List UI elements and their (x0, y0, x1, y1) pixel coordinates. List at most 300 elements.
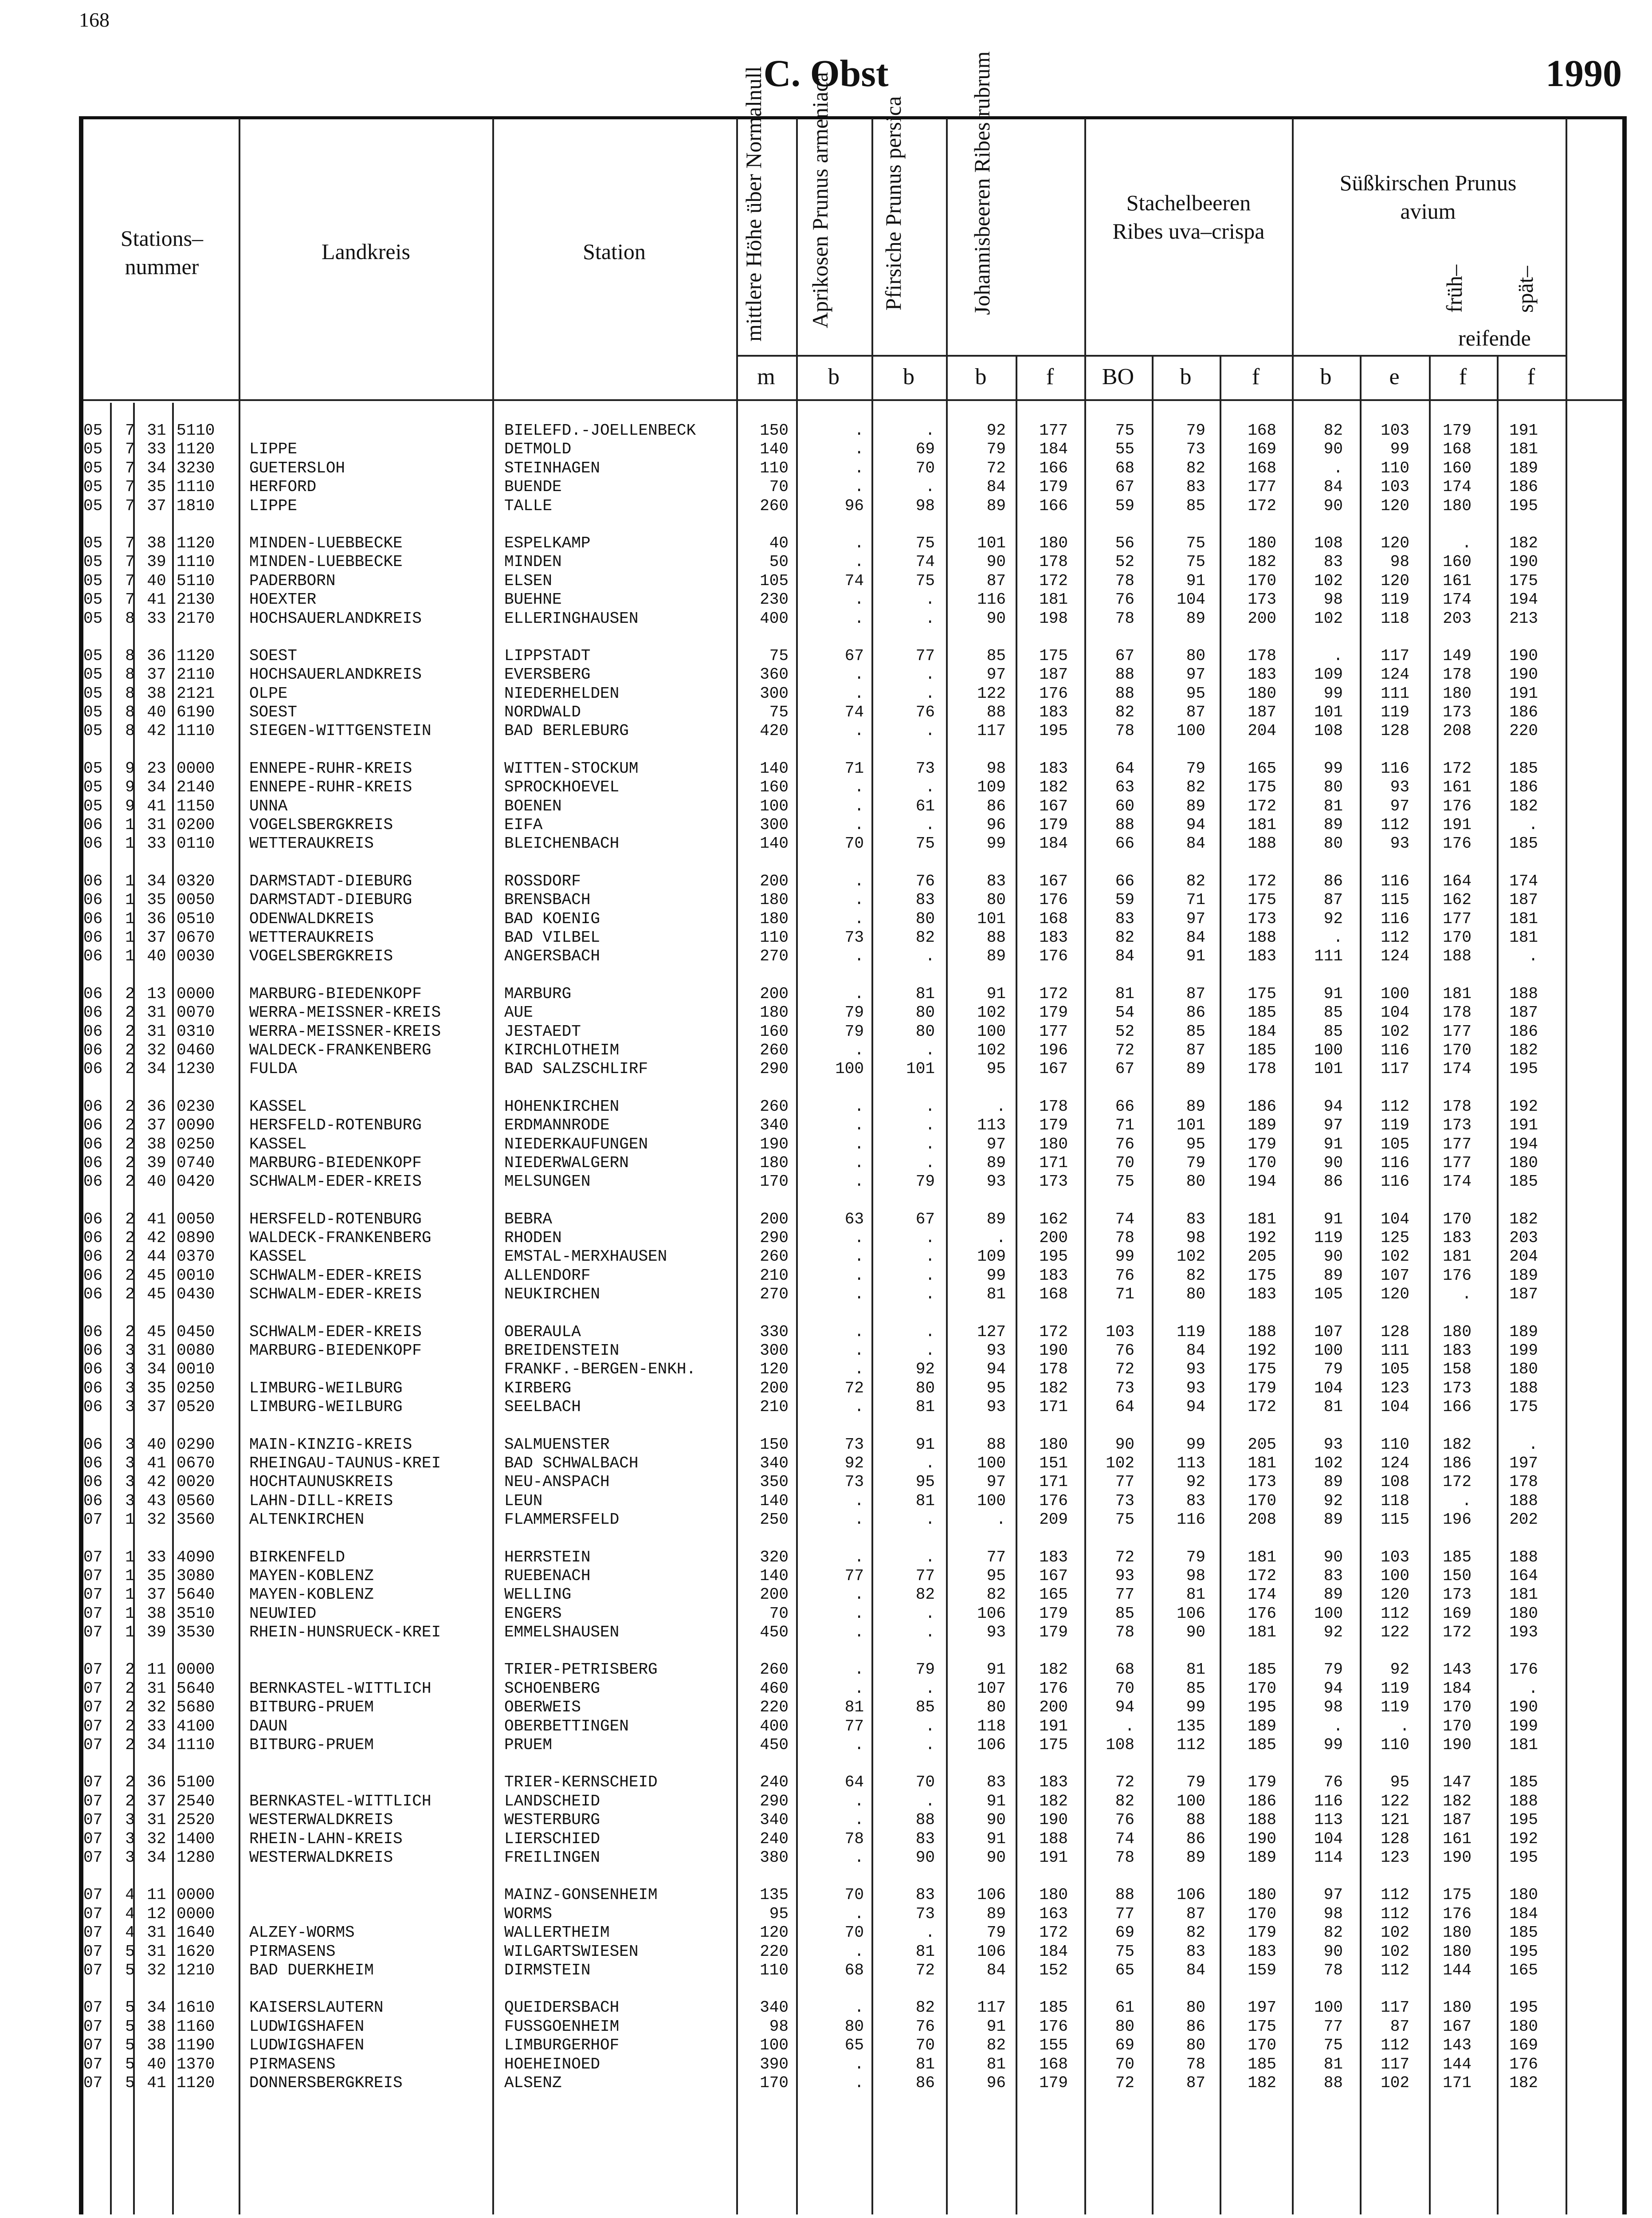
cell-suesskirschen-b: 109 (1314, 665, 1343, 684)
cell-stachelbeeren-b: 79 (1186, 1153, 1205, 1172)
subheader-b: b (1180, 364, 1192, 389)
cell-suesskirschen-b: 89 (1323, 1473, 1343, 1491)
cell-bezirk: 3 (125, 1398, 135, 1416)
cell-stachelbeeren-b: 88 (1186, 1811, 1205, 1829)
cell-landkreis: MAIN-KINZIG-KREIS (249, 1435, 412, 1454)
cell-bezirk: 4 (125, 1886, 135, 1904)
cell-kreis: 42 (147, 1473, 166, 1491)
cell-nummer: 0310 (177, 1022, 215, 1041)
cell-landkreis: HOCHSAUERLANDKREIS (249, 665, 422, 684)
cell-suesskirschen-spaet-f: 180 (1509, 1360, 1538, 1379)
cell-stachelbeeren-f: 181 (1248, 816, 1276, 834)
cell-aprikosen-b: . (854, 478, 864, 496)
cell-landkreis: MINDEN-LUEBBECKE (249, 534, 403, 552)
cell-aprikosen-b: . (854, 1585, 864, 1604)
cell-stachelbeeren-b: 91 (1186, 571, 1205, 590)
table-row (83, 1379, 1547, 1398)
cell-johannisbeeren-f: 190 (1039, 1341, 1068, 1360)
cell-pfirsiche-b: 90 (915, 1848, 935, 1867)
row-group (83, 647, 1547, 741)
cell-hoehe: 400 (760, 609, 789, 628)
cell-hoehe: 340 (760, 1454, 789, 1472)
cell-suesskirschen-spaet-f: 187 (1509, 1003, 1538, 1022)
cell-pfirsiche-b: . (925, 1341, 935, 1360)
cell-bezirk: 3 (125, 1360, 135, 1379)
cell-station: BAD SALZSCHLIRF (504, 1060, 648, 1078)
cell-johannisbeeren-f: 151 (1039, 1454, 1068, 1472)
cell-pfirsiche-b: 75 (915, 534, 935, 552)
cell-suesskirschen-e: 121 (1381, 1811, 1409, 1829)
cell-suesskirschen-b: 80 (1323, 834, 1343, 853)
cell-suesskirschen-e: 99 (1390, 440, 1409, 459)
cell-landkreis: HERSFELD-ROTENBURG (249, 1210, 422, 1228)
cell-johannisbeeren-f: 179 (1039, 478, 1068, 496)
cell-bezirk: 7 (125, 571, 135, 590)
cell-suesskirschen-e: 92 (1390, 1660, 1409, 1679)
cell-suesskirschen-frueh-f: 176 (1443, 797, 1471, 815)
cell-pfirsiche-b: 80 (915, 909, 935, 928)
cell-suesskirschen-spaet-f: 181 (1509, 1585, 1538, 1604)
cell-pfirsiche-b: 73 (915, 1904, 935, 1923)
cell-suesskirschen-frueh-f: 160 (1443, 459, 1471, 477)
cell-suesskirschen-frueh-f: 176 (1443, 834, 1471, 853)
cell-suesskirschen-e: 110 (1381, 459, 1409, 477)
cell-stachelbeeren-f: 183 (1248, 1942, 1276, 1961)
table-row (83, 1811, 1547, 1829)
cell-nummer: 1230 (177, 1060, 215, 1078)
cell-johannisbeeren-f: 184 (1039, 1942, 1068, 1961)
cell-station: ELLERINGHAUSEN (504, 609, 639, 628)
cell-johannisbeeren-b: 88 (986, 703, 1006, 722)
cell-nummer: 1120 (177, 534, 215, 552)
cell-suesskirschen-frueh-f: 185 (1443, 1548, 1471, 1566)
cell-johannisbeeren-b: 90 (986, 553, 1006, 571)
cell-station: FUSSGOENHEIM (504, 2017, 620, 2036)
cell-stachelbeeren-f: 173 (1248, 909, 1276, 928)
cell-land: 05 (83, 590, 103, 609)
cell-nummer: 0000 (177, 759, 215, 778)
cell-suesskirschen-e: 118 (1381, 609, 1409, 628)
cell-suesskirschen-frueh-f: 172 (1443, 1473, 1471, 1491)
table-row (83, 1660, 1547, 1679)
cell-station: ELSEN (504, 571, 553, 590)
cell-stachelbeeren-b: 85 (1186, 496, 1205, 515)
cell-hoehe: 290 (760, 1792, 789, 1810)
cell-station: NIEDERWALGERN (504, 1153, 629, 1172)
cell-suesskirschen-b: 75 (1323, 2036, 1343, 2055)
cell-stachelbeeren-bo: 63 (1115, 778, 1134, 797)
cell-suesskirschen-spaet-f: 188 (1509, 1792, 1538, 1810)
cell-bezirk: 2 (125, 1285, 135, 1304)
cell-nummer: 1110 (177, 553, 215, 571)
cell-suesskirschen-e: 117 (1381, 1998, 1409, 2017)
cell-landkreis: BERNKASTEL-WITTLICH (249, 1679, 432, 1698)
cell-aprikosen-b: . (854, 909, 864, 928)
cell-johannisbeeren-b: 93 (986, 1623, 1006, 1642)
cell-johannisbeeren-f: 182 (1039, 1792, 1068, 1810)
cell-suesskirschen-b: 98 (1323, 590, 1343, 609)
cell-stachelbeeren-bo: 81 (1115, 984, 1134, 1003)
cell-nummer: 0030 (177, 947, 215, 966)
cell-suesskirschen-e: 116 (1381, 759, 1409, 778)
cell-stachelbeeren-f: 175 (1248, 778, 1276, 797)
table-row (83, 1154, 1547, 1172)
cell-johannisbeeren-f: 183 (1039, 1548, 1068, 1566)
cell-suesskirschen-b: 107 (1314, 1322, 1343, 1341)
cell-suesskirschen-spaet-f: 193 (1509, 1623, 1538, 1642)
cell-bezirk: 2 (125, 984, 135, 1003)
cell-suesskirschen-frueh-f: 180 (1443, 1923, 1471, 1942)
cell-station: LIMBURGERHOF (504, 2036, 620, 2055)
cell-suesskirschen-b: 111 (1314, 947, 1343, 966)
table-row (83, 834, 1547, 853)
cell-suesskirschen-frueh-f: 178 (1443, 1097, 1471, 1116)
table-row (83, 1435, 1547, 1454)
cell-land: 06 (83, 1473, 103, 1491)
cell-pfirsiche-b: . (925, 1266, 935, 1285)
cell-landkreis: MAYEN-KOBLENZ (249, 1585, 374, 1604)
cell-johannisbeeren-b: 88 (986, 928, 1006, 947)
table-row (83, 590, 1547, 609)
table-row (83, 1605, 1547, 1623)
cell-kreis: 12 (147, 1904, 166, 1923)
header-suesskirschen: Süßkirschen Prunus avium (1339, 170, 1517, 224)
cell-stachelbeeren-b: 99 (1186, 1698, 1205, 1717)
cell-stachelbeeren-bo: 77 (1115, 1904, 1134, 1923)
cell-kreis: 11 (147, 1660, 166, 1679)
cell-johannisbeeren-f: 200 (1039, 1698, 1068, 1717)
cell-johannisbeeren-b: 93 (986, 1398, 1006, 1416)
cell-johannisbeeren-b: 102 (977, 1003, 1006, 1022)
cell-land: 07 (83, 2073, 103, 2092)
cell-aprikosen-b: . (854, 1623, 864, 1642)
cell-nummer: 0890 (177, 1229, 215, 1247)
cell-aprikosen-b: . (854, 1247, 864, 1266)
cell-land: 06 (83, 1003, 103, 1022)
cell-pfirsiche-b: . (925, 1679, 935, 1698)
cell-station: BAD VILBEL (504, 928, 600, 947)
cell-hoehe: 200 (760, 1210, 789, 1228)
cell-kreis: 36 (147, 1773, 166, 1792)
cell-aprikosen-b: 77 (844, 1566, 864, 1585)
row-group (83, 421, 1547, 515)
cell-suesskirschen-b: 101 (1314, 1060, 1343, 1078)
cell-johannisbeeren-f: 167 (1039, 1060, 1068, 1078)
cell-bezirk: 5 (125, 2036, 135, 2055)
cell-hoehe: 220 (760, 1698, 789, 1717)
cell-hoehe: 260 (760, 1041, 789, 1059)
cell-landkreis: DONNERSBERGKREIS (249, 2073, 403, 2092)
cell-hoehe: 330 (760, 1322, 789, 1341)
cell-landkreis: WETTERAUKREIS (249, 928, 374, 947)
table-row (83, 1679, 1547, 1698)
cell-stachelbeeren-b: 106 (1177, 1604, 1205, 1623)
cell-stachelbeeren-f: 180 (1248, 534, 1276, 552)
cell-suesskirschen-frueh-f: . (1462, 1285, 1471, 1304)
cell-johannisbeeren-f: 179 (1039, 1604, 1068, 1623)
cell-suesskirschen-b: 94 (1323, 1679, 1343, 1698)
cell-suesskirschen-b: 104 (1314, 1829, 1343, 1848)
cell-nummer: 2110 (177, 665, 215, 684)
cell-suesskirschen-b: 79 (1323, 1660, 1343, 1679)
cell-hoehe: 340 (760, 1998, 789, 2017)
cell-johannisbeeren-f: 182 (1039, 1379, 1068, 1397)
cell-aprikosen-b: . (854, 722, 864, 740)
cell-suesskirschen-b: 114 (1314, 1848, 1343, 1867)
cell-stachelbeeren-bo: 99 (1115, 1247, 1134, 1266)
cell-landkreis: GUETERSLOH (249, 459, 345, 477)
cell-johannisbeeren-b: 90 (986, 1848, 1006, 1867)
table-row (83, 1097, 1547, 1116)
cell-johannisbeeren-b: 116 (977, 590, 1006, 609)
cell-nummer: 0000 (177, 1886, 215, 1904)
table-row (83, 985, 1547, 1003)
cell-suesskirschen-e: 112 (1381, 1961, 1409, 1979)
cell-station: BRENSBACH (504, 891, 591, 909)
cell-aprikosen-b: 73 (844, 1473, 864, 1491)
cell-stachelbeeren-bo: 75 (1115, 421, 1134, 440)
cell-johannisbeeren-b: 97 (986, 1473, 1006, 1491)
cell-johannisbeeren-f: 178 (1039, 553, 1068, 571)
cell-bezirk: 4 (125, 1904, 135, 1923)
subheader-b: b (828, 364, 840, 389)
cell-land: 05 (83, 703, 103, 722)
cell-stachelbeeren-bo: 82 (1115, 703, 1134, 722)
cell-nummer: 0050 (177, 891, 215, 909)
cell-pfirsiche-b: 76 (915, 872, 935, 890)
cell-land: 05 (83, 571, 103, 590)
cell-suesskirschen-e: 105 (1381, 1360, 1409, 1379)
table-row (83, 2036, 1547, 2055)
cell-station: WELLING (504, 1585, 572, 1604)
cell-bezirk: 1 (125, 1548, 135, 1566)
cell-nummer: 1120 (177, 440, 215, 459)
cell-stachelbeeren-b: 71 (1186, 891, 1205, 909)
cell-bezirk: 2 (125, 1698, 135, 1717)
cell-kreis: 32 (147, 1698, 166, 1717)
cell-suesskirschen-e: 117 (1381, 646, 1409, 665)
cell-johannisbeeren-b: 93 (986, 1341, 1006, 1360)
cell-suesskirschen-b: 87 (1323, 891, 1343, 909)
cell-land: 06 (83, 1229, 103, 1247)
table-row (83, 1886, 1547, 1904)
cell-landkreis: HOCHTAUNUSKREIS (249, 1473, 393, 1491)
cell-hoehe: 110 (760, 459, 789, 477)
cell-suesskirschen-b: 81 (1323, 2055, 1343, 2073)
cell-suesskirschen-b: 89 (1323, 1510, 1343, 1529)
cell-station: BEBRA (504, 1210, 553, 1228)
table-row (83, 891, 1547, 909)
cell-stachelbeeren-b: 87 (1186, 703, 1205, 722)
cell-stachelbeeren-b: 94 (1186, 816, 1205, 834)
table-row (83, 647, 1547, 665)
table-row (83, 459, 1547, 478)
cell-land: 06 (83, 909, 103, 928)
cell-stachelbeeren-bo: 76 (1115, 1135, 1134, 1153)
cell-suesskirschen-spaet-f: 185 (1509, 1923, 1538, 1942)
cell-stachelbeeren-bo: 70 (1115, 1679, 1134, 1698)
cell-land: 07 (83, 1886, 103, 1904)
table-row (83, 2055, 1547, 2074)
cell-stachelbeeren-f: 170 (1248, 2036, 1276, 2055)
cell-aprikosen-b: . (854, 1998, 864, 2017)
cell-johannisbeeren-b: . (996, 1510, 1006, 1529)
cell-stachelbeeren-bo: 72 (1115, 2073, 1134, 2092)
cell-station: TRIER-PETRISBERG (504, 1660, 658, 1679)
cell-pfirsiche-b: 75 (915, 571, 935, 590)
cell-johannisbeeren-b: 89 (986, 496, 1006, 515)
cell-aprikosen-b: . (854, 1604, 864, 1623)
cell-suesskirschen-e: 124 (1381, 1454, 1409, 1472)
cell-pfirsiche-b: 82 (915, 1585, 935, 1604)
cell-pfirsiche-b: 86 (915, 2073, 935, 2092)
cell-stachelbeeren-f: 190 (1248, 1829, 1276, 1848)
cell-johannisbeeren-f: 179 (1039, 2073, 1068, 2092)
cell-kreis: 32 (147, 1961, 166, 1979)
cell-aprikosen-b: 79 (844, 1022, 864, 1041)
cell-stachelbeeren-b: 106 (1177, 1886, 1205, 1904)
cell-aprikosen-b: . (854, 1229, 864, 1247)
cell-hoehe: 180 (760, 1153, 789, 1172)
table-body (83, 421, 1547, 2111)
cell-kreis: 43 (147, 1491, 166, 1510)
cell-aprikosen-b: . (854, 684, 864, 703)
cell-suesskirschen-b: 102 (1314, 571, 1343, 590)
cell-johannisbeeren-b: 79 (986, 1923, 1006, 1942)
header-landkreis: Landkreis (322, 239, 410, 264)
cell-landkreis: KASSEL (249, 1135, 307, 1153)
cell-nummer: 0250 (177, 1135, 215, 1153)
cell-johannisbeeren-f: 176 (1039, 2017, 1068, 2036)
subheader-b: b (975, 364, 987, 389)
cell-stachelbeeren-bo: 54 (1115, 1003, 1134, 1022)
table-row (83, 1022, 1547, 1041)
cell-nummer: 0670 (177, 1454, 215, 1472)
cell-johannisbeeren-b: 99 (986, 834, 1006, 853)
table-row (83, 440, 1547, 459)
cell-stachelbeeren-f: 183 (1248, 665, 1276, 684)
cell-land: 07 (83, 1998, 103, 2017)
cell-suesskirschen-e: 100 (1381, 984, 1409, 1003)
cell-station: ALLENDORF (504, 1266, 591, 1285)
cell-aprikosen-b: 100 (835, 1060, 864, 1078)
cell-kreis: 38 (147, 684, 166, 703)
cell-suesskirschen-b: 104 (1314, 1379, 1343, 1397)
cell-suesskirschen-e: 124 (1381, 947, 1409, 966)
cell-kreis: 39 (147, 1153, 166, 1172)
cell-stachelbeeren-b: 75 (1186, 534, 1205, 552)
table-row (83, 1266, 1547, 1285)
cell-station: MELSUNGEN (504, 1172, 591, 1191)
cell-suesskirschen-spaet-f: 175 (1509, 1398, 1538, 1416)
cell-stachelbeeren-bo: 108 (1106, 1736, 1134, 1754)
cell-aprikosen-b: . (854, 1792, 864, 1810)
table-row (83, 910, 1547, 928)
cell-stachelbeeren-bo: 76 (1115, 590, 1134, 609)
cell-aprikosen-b: . (854, 440, 864, 459)
cell-suesskirschen-e: 102 (1381, 2073, 1409, 2092)
cell-stachelbeeren-f: 182 (1248, 2073, 1276, 2092)
cell-station: NIEDERHELDEN (504, 684, 620, 703)
cell-aprikosen-b: . (854, 421, 864, 440)
cell-johannisbeeren-f: 209 (1039, 1510, 1068, 1529)
cell-suesskirschen-e: 102 (1381, 1022, 1409, 1041)
cell-stachelbeeren-b: 80 (1186, 1172, 1205, 1191)
cell-johannisbeeren-b: 100 (977, 1022, 1006, 1041)
cell-stachelbeeren-bo: 70 (1115, 2055, 1134, 2073)
cell-station: RUEBENACH (504, 1566, 591, 1585)
cell-land: 06 (83, 872, 103, 890)
cell-hoehe: 180 (760, 1003, 789, 1022)
cell-kreis: 37 (147, 1116, 166, 1135)
cell-station: SALMUENSTER (504, 1435, 610, 1454)
cell-nummer: 0000 (177, 1660, 215, 1679)
table-row (83, 1567, 1547, 1585)
cell-stachelbeeren-b: 89 (1186, 609, 1205, 628)
cell-land: 07 (83, 1923, 103, 1942)
cell-suesskirschen-frueh-f: 176 (1443, 1904, 1471, 1923)
cell-stachelbeeren-bo: 77 (1115, 1473, 1134, 1491)
cell-station: HOEHEINOED (504, 2055, 600, 2073)
cell-stachelbeeren-f: 194 (1248, 1172, 1276, 1191)
cell-suesskirschen-frueh-f: 173 (1443, 1379, 1471, 1397)
cell-land: 07 (83, 1566, 103, 1585)
cell-suesskirschen-e: 120 (1381, 496, 1409, 515)
cell-johannisbeeren-b: 82 (986, 1585, 1006, 1604)
cell-stachelbeeren-bo: 52 (1115, 553, 1134, 571)
cell-station: NIEDERKAUFUNGEN (504, 1135, 648, 1153)
cell-stachelbeeren-f: 186 (1248, 1097, 1276, 1116)
cell-land: 06 (83, 1322, 103, 1341)
section-title: C. Obst (763, 52, 889, 94)
cell-johannisbeeren-f: 176 (1039, 891, 1068, 909)
cell-pfirsiche-b: . (925, 1923, 935, 1942)
cell-suesskirschen-b: 83 (1323, 1566, 1343, 1585)
cell-stachelbeeren-f: 172 (1248, 872, 1276, 890)
cell-bezirk: 4 (125, 1923, 135, 1942)
cell-suesskirschen-spaet-f: 197 (1509, 1454, 1538, 1472)
cell-suesskirschen-e: 122 (1381, 1792, 1409, 1810)
cell-suesskirschen-e: 102 (1381, 1923, 1409, 1942)
cell-stachelbeeren-f: 189 (1248, 1717, 1276, 1735)
cell-stachelbeeren-b: 98 (1186, 1229, 1205, 1247)
row-group (83, 1998, 1547, 2092)
cell-aprikosen-b: 92 (844, 1454, 864, 1472)
cell-suesskirschen-e: 123 (1381, 1379, 1409, 1397)
cell-suesskirschen-frueh-f: 190 (1443, 1736, 1471, 1754)
cell-suesskirschen-e: 112 (1381, 1097, 1409, 1116)
cell-johannisbeeren-f: 178 (1039, 1360, 1068, 1379)
cell-land: 06 (83, 1153, 103, 1172)
cell-nummer: 1120 (177, 646, 215, 665)
cell-suesskirschen-frueh-f: 168 (1443, 440, 1471, 459)
cell-suesskirschen-spaet-f: . (1528, 1435, 1538, 1454)
row-group (83, 1548, 1547, 1642)
cell-johannisbeeren-b: 89 (986, 947, 1006, 966)
cell-aprikosen-b: . (854, 891, 864, 909)
cell-stachelbeeren-b: 102 (1177, 1247, 1205, 1266)
cell-johannisbeeren-b: 89 (986, 1210, 1006, 1228)
table-row (83, 684, 1547, 703)
cell-stachelbeeren-b: 101 (1177, 1116, 1205, 1135)
cell-stachelbeeren-b: 83 (1186, 478, 1205, 496)
cell-hoehe: 200 (760, 1585, 789, 1604)
cell-bezirk: 5 (125, 2017, 135, 2036)
cell-aprikosen-b: 78 (844, 1829, 864, 1848)
cell-kreis: 37 (147, 928, 166, 947)
cell-stachelbeeren-bo: 72 (1115, 1360, 1134, 1379)
cell-suesskirschen-e: 122 (1381, 1623, 1409, 1642)
